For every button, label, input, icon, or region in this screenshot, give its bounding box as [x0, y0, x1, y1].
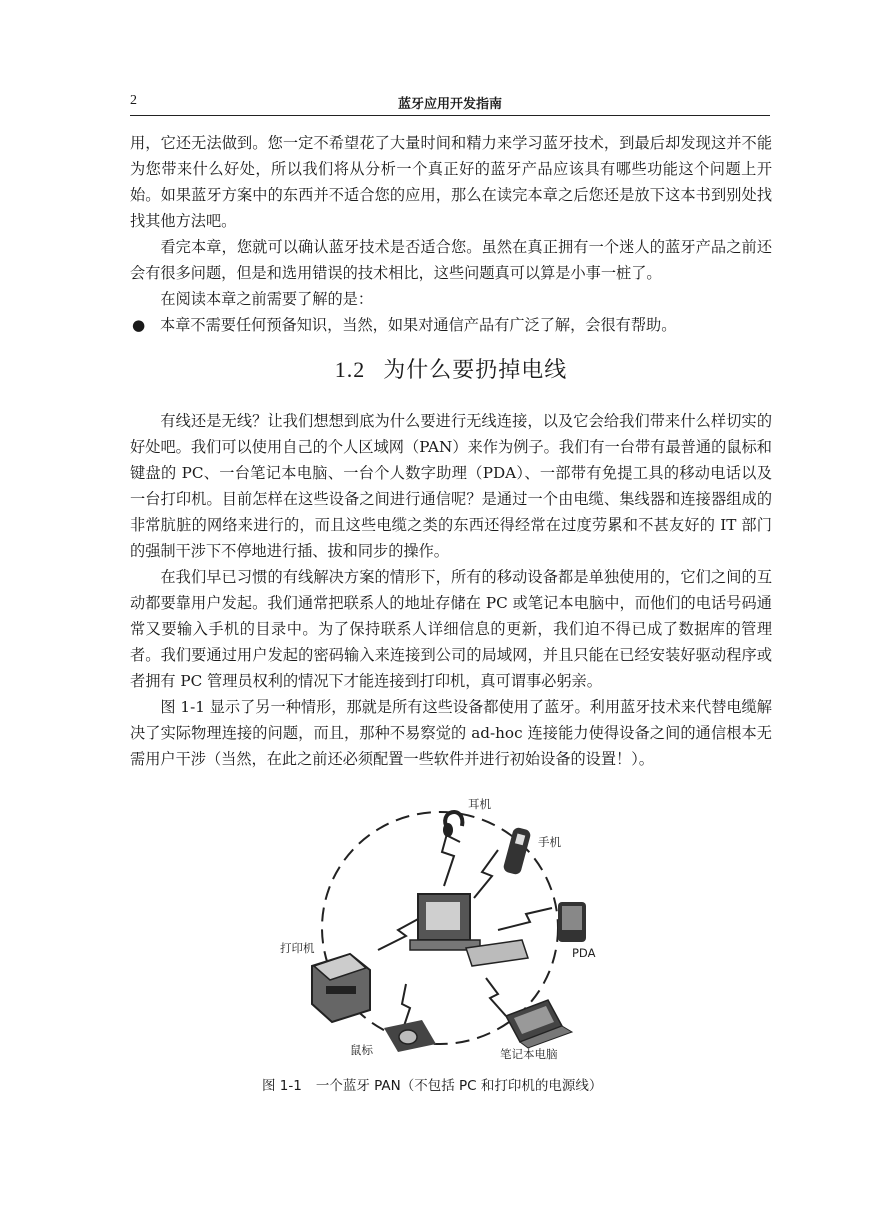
bullet-item	[130, 312, 772, 338]
label-pda: PDA	[572, 946, 596, 960]
figure-bluetooth-pan	[230, 790, 650, 1070]
paragraph: 看完本章，您就可以确认蓝牙技术是否适合您。虽然在真正拥有一个迷人的蓝牙产品之前还会有很多问题，但是和选用错误的技术相比，这些问题真可以算是小事一桩了。	[130, 238, 772, 282]
page-header	[130, 93, 770, 116]
running-title: 蓝牙应用开发指南	[397, 97, 502, 112]
link-mouse	[402, 984, 410, 1026]
caption-number: 图 1-1	[262, 1078, 302, 1094]
page-body	[130, 130, 772, 772]
bullet-text: 本章不需要任何预备知识，当然，如果对通信产品有广泛了解，会很有帮助。	[160, 316, 677, 334]
paragraph: 在阅读本章之前需要了解的是：	[160, 290, 374, 308]
section-heading	[130, 342, 772, 398]
paragraph: 有线还是无线？让我们想想到底为什么要进行无线连接，以及它会给我们带来什么样切实的好处吧。我们可以使用自己的个人区域网（PAN）来作为例子。我们有一台带有最普通的鼠标和键盘的 PC、一台笔记本电脑、一台个人数字助理（PDA）、一部带有免提工具的移动电话以及一台打印机。目前怎样在这些设备之间进行通信呢？是通过一个由电缆、集线器和连接器组成的非常肮脏的网络来进行的，而且这些电缆之类的东西还得经常在过度劳累和不甚友好的 IT 部门的强制干涉下不停地进行插、拔和同步的操作。	[130, 412, 772, 560]
paragraph: 在我们早已习惯的有线解决方案的情形下，所有的移动设备都是单独使用的，它们之间的互动都要靠用户发起。我们通常把联系人的地址存储在 PC 或笔记本电脑中，而他们的电话号码通常又要输入手机的目录中。为了保持联系人详细信息的更新，我们迫不得已成了数据库的管理者。我们要通过用户发起的密码输入来连接到公司的局域网，并且只能在已经安装好驱动程序或者拥有 PC 管理员权利的情况下才能连接到打印机，真可谓事必躬亲。	[130, 568, 772, 690]
link-phone	[474, 850, 498, 898]
pan-diagram	[230, 790, 650, 1070]
paragraph-continuation: 用，它还无法做到。您一定不希望花了大量时间和精力来学习蓝牙技术，到最后却发现这并不能为您带来什么好处，所以我们将从分析一个真正好的蓝牙产品应该具有哪些功能这个问题上开始。如果蓝牙方案中的东西并不适合您的应用，那么在读完本章之后您还是放下这本书到别处找找其他方法吧。	[130, 134, 772, 230]
caption-text: 一个蓝牙 PAN（不包括 PC 和打印机的电源线）	[315, 1078, 603, 1094]
label-printer: 打印机	[280, 941, 315, 955]
laptop-icon	[506, 1000, 572, 1048]
label-mouse: 鼠标	[350, 1043, 373, 1057]
bullet-dot: ●	[132, 316, 146, 334]
page-number: 2	[130, 93, 137, 108]
pda-icon	[558, 902, 586, 942]
link-laptop	[486, 978, 506, 1016]
mouse-icon	[384, 1020, 436, 1052]
section-title: 为什么要扔掉电线	[383, 358, 568, 383]
figure-caption	[262, 1074, 602, 1094]
label-laptop: 笔记本电脑	[500, 1047, 558, 1061]
link-pda	[498, 908, 552, 930]
label-phone: 手机	[538, 835, 561, 849]
paragraph: 图 1-1 显示了另一种情形，那就是所有这些设备都使用了蓝牙。利用蓝牙技术来代替电缆解决了实际物理连接的问题，而且，那种不易察觉的 ad-hoc 连接能力使得设备之间的通信根本无需用户干涉（当然，在此之前还必须配置一些软件并进行初始设备的设置！）。	[130, 698, 772, 768]
printer-icon	[312, 954, 370, 1022]
desktop-pc-icon	[410, 894, 528, 966]
section-number: 1.2	[334, 357, 366, 382]
label-headset: 耳机	[468, 797, 491, 811]
